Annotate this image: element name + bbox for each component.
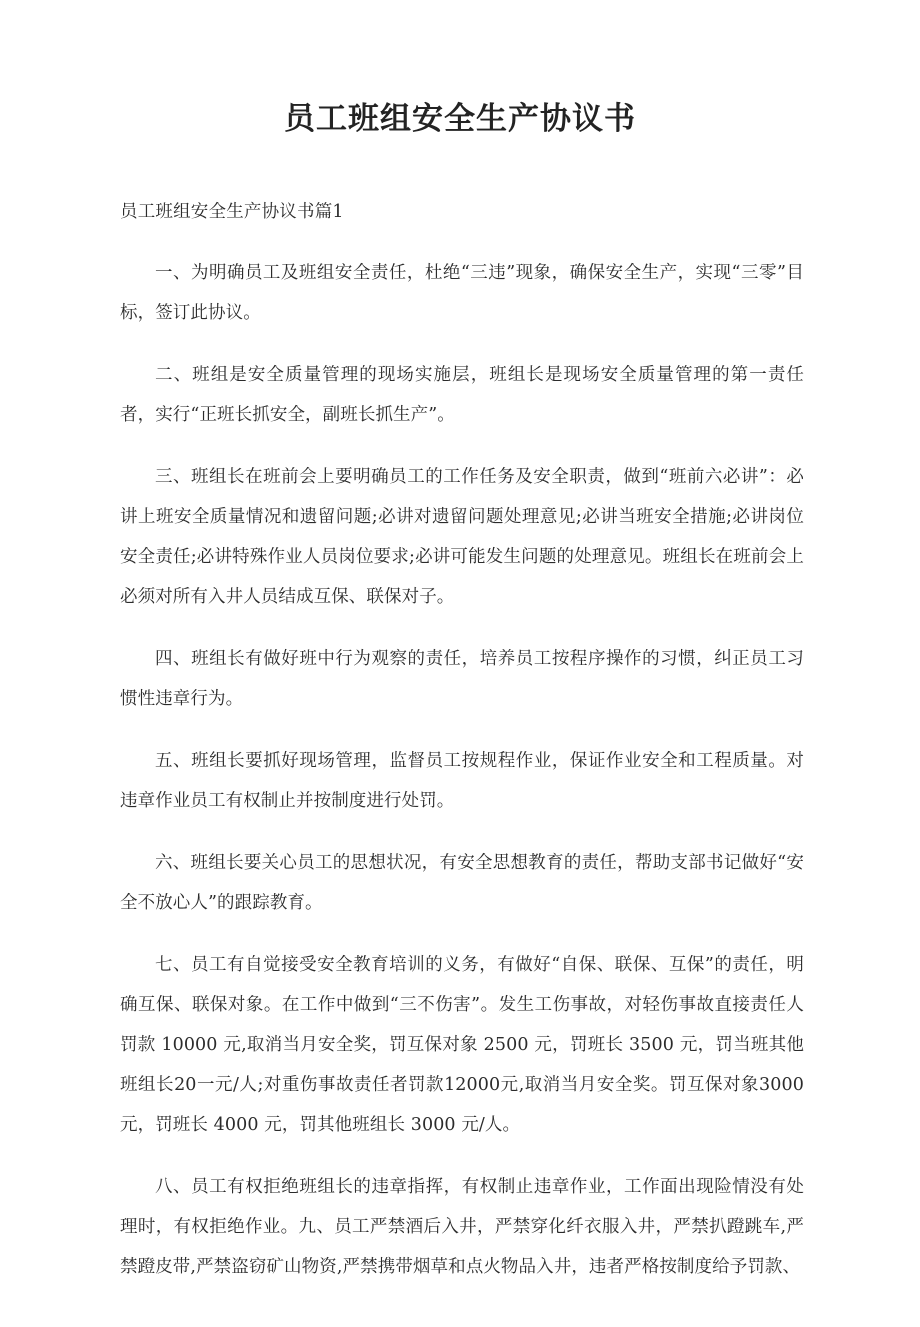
paragraph-8: 八、员工有权拒绝班组长的违章指挥，有权制止违章作业，工作面出现险情没有处理时，有权拒绝作业。九、员工严禁酒后入井，严禁穿化纤衣服入井，严禁扒蹬跳车,严禁蹬皮带,严禁盗窃矿山物资,严禁携带烟草和点火物品入井，违者严格按制度给予罚款、 — [120, 1177, 804, 1277]
paragraph-5: 五、班组长要抓好现场管理，监督员工按规程作业，保证作业安全和工程质量。对违章作业员工有权制止并按制度进行处罚。 — [120, 751, 804, 811]
paragraph-2: 二、班组是安全质量管理的现场实施层，班组长是现场安全质量管理的第一责任者，实行“正班长抓安全，副班长抓生产”。 — [120, 365, 804, 425]
section-heading: 员工班组安全生产协议书篇1 — [120, 202, 344, 222]
paragraph-1: 一、为明确员工及班组安全责任，杜绝“三违”现象，确保安全生产，实现“三零”目标，签订此协议。 — [120, 263, 804, 323]
paragraph-7: 七、员工有自觉接受安全教育培训的义务，有做好“自保、联保、互保”的责任，明确互保、联保对象。在工作中做到“三不伤害”。发生工伤事故，对轻伤事故直接责任人罚款 10000 元,取消当月安全奖，罚互保对象 2500 元，罚班长 3500 元，罚当班其他班组长20一元/人;对重伤事故责任者罚款12000元,取消当月安全奖。罚互保对象3000元，罚班长 4000 元，罚其他班组长 3000 元/人。 — [120, 955, 804, 1135]
document-body — [120, 141, 804, 1327]
paragraph-6: 六、班组长要关心员工的思想状况，有安全思想教育的责任，帮助支部书记做好“安全不放心人”的跟踪教育。 — [120, 853, 804, 913]
paragraph-3: 三、班组长在班前会上要明确员工的工作任务及安全职责，做到“班前六必讲”：必讲上班安全质量情况和遗留问题;必讲对遗留问题处理意见;必讲当班安全措施;必讲岗位安全责任;必讲特殊作业人员岗位要求;必讲可能发生问题的处理意见。班组长在班前会上必须对所有入井人员结成互保、联保对子。 — [120, 467, 804, 607]
paragraph-4: 四、班组长有做好班中行为观察的责任，培养员工按程序操作的习惯，纠正员工习惯性违章行为。 — [120, 649, 804, 709]
page-title: 员工班组安全生产协议书 — [284, 101, 636, 137]
bottom-spacer — [120, 1287, 804, 1327]
